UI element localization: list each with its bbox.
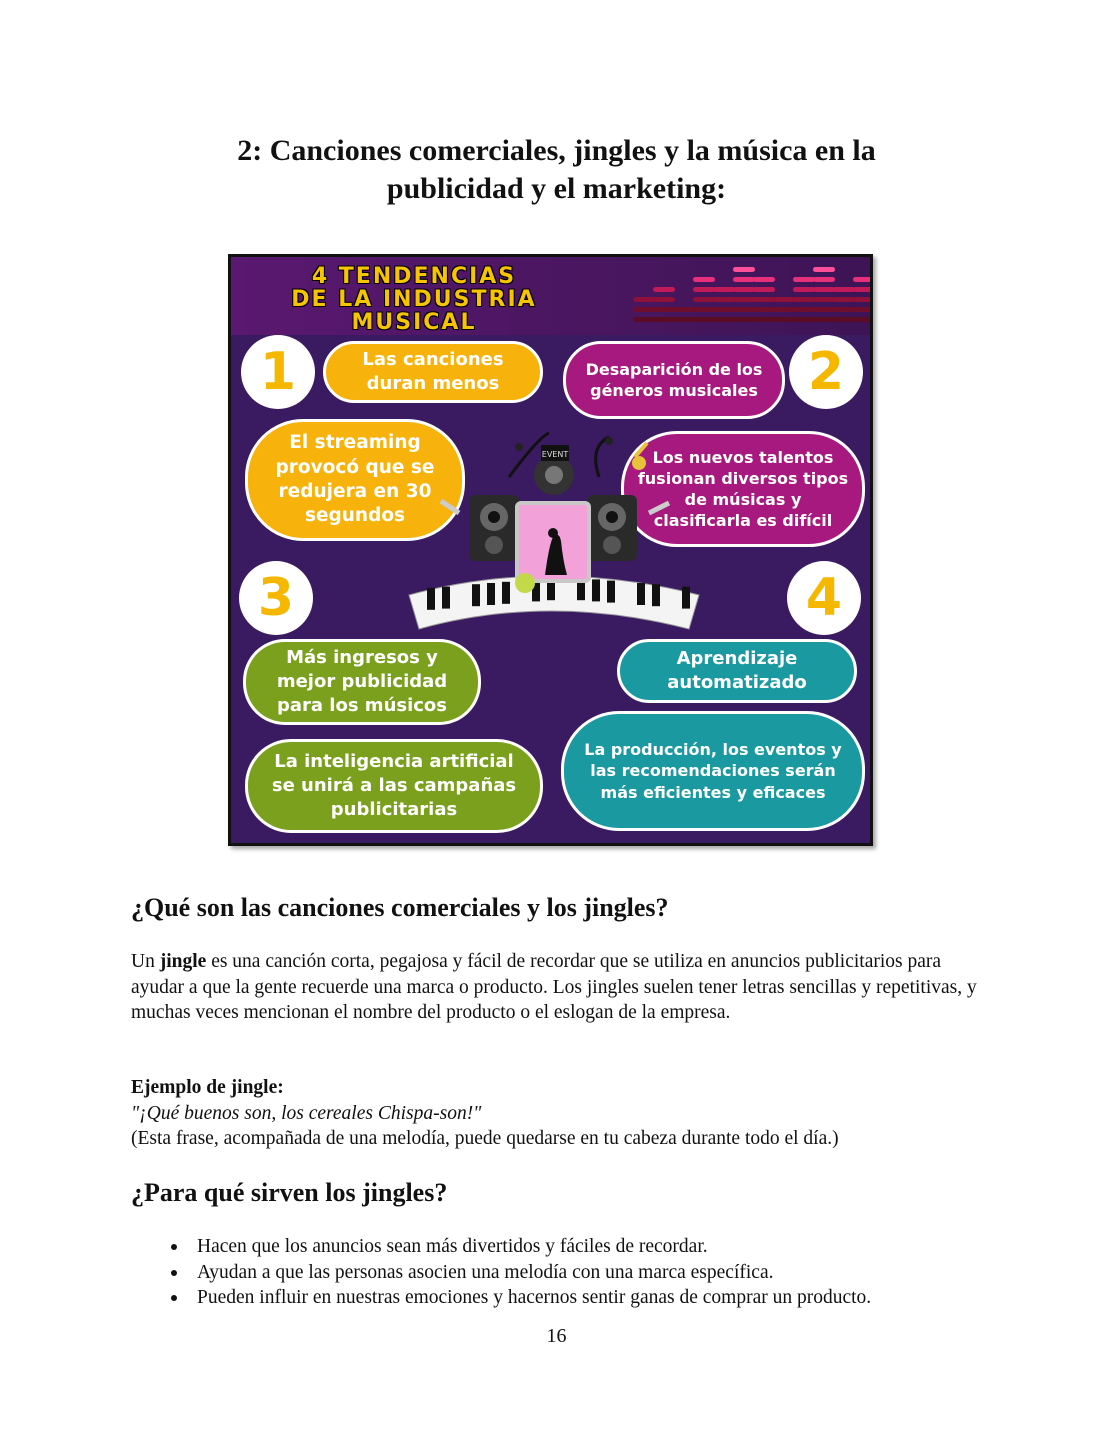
equalizer-bar (793, 297, 815, 302)
paragraph-intro: Un (131, 951, 160, 972)
equalizer-bar (853, 287, 873, 292)
list-item: Ayudan a que las personas asocien una melodía con una marca específica. (165, 1260, 871, 1286)
equalizer-bar (833, 287, 855, 292)
equalizer-bar (813, 277, 835, 282)
equalizer-bar (733, 297, 755, 302)
equalizer-bar (853, 307, 873, 312)
equalizer-bar (633, 307, 655, 312)
infographic-title-line-3: MUSICAL (351, 310, 477, 335)
page-title (140, 132, 973, 208)
equalizer-bar (773, 317, 795, 322)
event-sign-label: EVENT (541, 450, 569, 459)
equalizer-bar (833, 297, 855, 302)
piano-black-key (502, 582, 510, 604)
equalizer-decoration (633, 267, 873, 337)
equalizer-bar (753, 307, 775, 312)
example-note: (Esta frase, acompañada de una melodía, puede quedarse en tu cabeza durante todo el día.) (131, 1128, 839, 1149)
trend-3-detail: La inteligencia artificial se unirá a las campañas publicitarias (245, 739, 543, 833)
equalizer-bar (733, 317, 755, 322)
piano-black-key (442, 587, 450, 609)
pink-monitor-icon (517, 503, 589, 581)
equalizer-bar (693, 307, 715, 312)
piano-black-key (682, 587, 690, 609)
equalizer-bar (653, 307, 675, 312)
equalizer-bar (653, 317, 675, 322)
music-collage-illustration (399, 417, 709, 657)
jingle-term: jingle (159, 951, 207, 972)
equalizer-bar (693, 287, 715, 292)
example-quote: "¡Qué buenos son, los cereales Chispa-son!" (131, 1102, 482, 1124)
infographic-title-line-1: 4 TENDENCIAS (311, 264, 517, 289)
trend-4-headline: Aprendizaje automatizado (617, 639, 857, 703)
trend-1-headline: Las canciones duran menos (323, 341, 543, 403)
equalizer-bar (693, 317, 715, 322)
jingle-uses-list (165, 1234, 871, 1311)
trend-3-headline: Más ingresos y mejor publicidad para los músicos (243, 639, 481, 725)
equalizer-bar (813, 287, 835, 292)
list-item: Hacen que los anuncios sean más divertidos y fáciles de recordar. (165, 1234, 871, 1260)
trend-4-detail: La producción, los eventos y las recomendaciones serán más eficientes y eficaces (561, 711, 865, 831)
infographic-banner (231, 257, 870, 335)
section-heading-what-are-jingles: ¿Qué son las canciones comerciales y los jingles? (131, 893, 669, 922)
list-item: Pueden influir en nuestras emociones y hacernos sentir ganas de comprar un producto. (165, 1285, 871, 1311)
equalizer-bar (753, 277, 775, 282)
equalizer-bar (753, 317, 775, 322)
equalizer-bar (853, 277, 873, 282)
piano-black-key (637, 583, 645, 605)
piano-black-key (427, 588, 435, 610)
equalizer-bar (693, 277, 715, 282)
piano-black-key (607, 581, 615, 603)
equalizer-bar (753, 297, 775, 302)
equalizer-bar (733, 287, 755, 292)
equalizer-bar (793, 317, 815, 322)
page-number: 16 (546, 1325, 567, 1347)
equalizer-bar (653, 287, 675, 292)
paragraph-body: es una canción corta, pegajosa y fácil de recordar que se utiliza en anuncios publicitarios para ayudar a que la gente recuerde una marca o producto. Los jingles suelen tener letras sencillas y repetitivas, y muchas veces mencionan el nombre del producto o el eslogan de la empresa. (131, 951, 977, 1023)
equalizer-bar (853, 297, 873, 302)
equalizer-bar (793, 277, 815, 282)
equalizer-bar (673, 307, 695, 312)
equalizer-bar (693, 297, 715, 302)
equalizer-bar (773, 297, 795, 302)
trends-infographic (228, 254, 873, 846)
equalizer-bar (793, 307, 815, 312)
equalizer-bar (633, 317, 655, 322)
trend-2-detail: Los nuevos talentos fusionan diversos tipos de músicas y clasificarla es difícil (621, 431, 865, 547)
equalizer-bar (653, 297, 675, 302)
equalizer-bar (773, 307, 795, 312)
equalizer-bar (753, 287, 775, 292)
trend-1-detail: El streaming provocó que se redujera en 30 segundos (245, 419, 465, 541)
trend-number-4: 4 (787, 561, 861, 635)
piano-black-key (652, 584, 660, 606)
equalizer-bar (793, 287, 815, 292)
piano-black-key (592, 579, 600, 601)
equalizer-bar (813, 317, 835, 322)
page-title-line-1: 2: Canciones comerciales, jingles y la música en la (237, 134, 876, 167)
equalizer-bar (713, 317, 735, 322)
infographic-title-line-2: DE LA INDUSTRIA (291, 287, 537, 312)
equalizer-bar (733, 267, 755, 272)
trend-number-1: 1 (241, 335, 315, 409)
equalizer-bar (833, 317, 855, 322)
equalizer-bar (853, 317, 873, 322)
equalizer-bar (713, 307, 735, 312)
equalizer-bar (813, 307, 835, 312)
piano-black-key (487, 583, 495, 605)
equalizer-bar (813, 297, 835, 302)
trend-number-2: 2 (789, 335, 863, 409)
equalizer-bar (813, 267, 835, 272)
trend-2-headline: Desaparición de los géneros musicales (563, 341, 785, 419)
jingle-definition-paragraph (131, 949, 981, 1026)
equalizer-bar (713, 287, 735, 292)
equalizer-bar (733, 277, 755, 282)
section-heading-what-are-jingles-for: ¿Para qué sirven los jingles? (131, 1178, 448, 1207)
equalizer-bar (633, 297, 655, 302)
jingle-example-block (131, 1075, 981, 1152)
infographic-title (239, 265, 589, 334)
page-title-line-2: publicidad y el marketing: (386, 172, 727, 205)
equalizer-bar (673, 317, 695, 322)
equalizer-bar (713, 297, 735, 302)
piano-keys-icon (409, 576, 699, 629)
equalizer-bar (733, 307, 755, 312)
piano-black-key (472, 584, 480, 606)
example-label: Ejemplo de jingle: (131, 1077, 284, 1098)
trend-number-3: 3 (239, 561, 313, 635)
equalizer-bar (833, 307, 855, 312)
